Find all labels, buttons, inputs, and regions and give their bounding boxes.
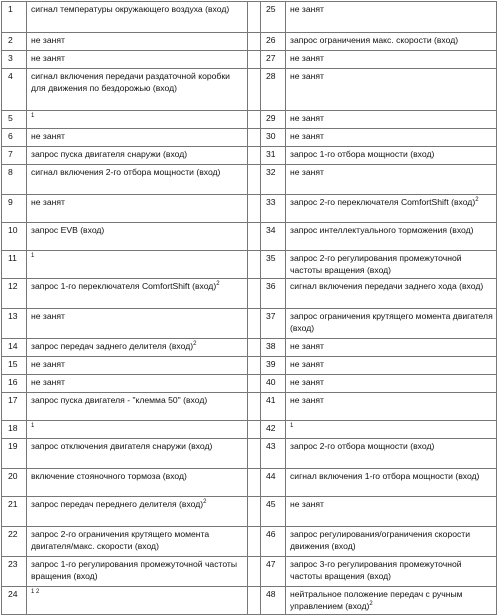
table-row [1,147,497,165]
cell-text: не занят [31,197,65,207]
pin-description [26,147,248,164]
pin-number: 16 [1,375,26,392]
cell-text: не занят [31,35,65,45]
pin-description [26,111,248,128]
pin-description [285,111,497,128]
pin-description [26,69,248,110]
pin-number: 10 [1,223,26,250]
cell-text: запрос 1-го регулирования промежуточной частоты вращения (вход) [31,559,238,581]
pin-number: 37 [260,309,285,338]
cell-text: запрос регулирования/ограничения скорости движения (вход) [290,529,471,551]
pin-number: 2 [1,33,26,50]
footnote-marker: 1 [31,253,35,259]
column-gap [248,111,260,128]
column-gap [248,439,260,468]
table-row [1,497,497,527]
table-row [1,69,497,111]
cell-text: не занят [31,131,65,141]
pin-number: 36 [260,279,285,308]
pin-number: 11 [1,251,26,278]
pin-description [26,527,248,556]
pin-description [285,195,497,222]
cell-text: запрос EVB (вход) [31,225,105,235]
pin-number: 45 [260,497,285,526]
pin-description [26,251,248,278]
pin-number: 30 [260,129,285,146]
table-row [1,339,497,357]
pin-number: 19 [1,439,26,468]
table-row [1,223,497,251]
cell-text: запрос 2-го переключателя ComfortShift (вход) [290,197,476,207]
column-gap [248,69,260,110]
cell-text: не занят [31,377,65,387]
cell-text: не занят [290,53,324,63]
footnote-marker: 2 [475,197,479,203]
cell-text: не занят [290,395,324,405]
pin-number: 20 [1,469,26,496]
pin-description [285,2,497,32]
column-gap [248,2,260,32]
pin-number: 42 [260,421,285,438]
cell-text: запрос 3-го регулирования промежуточной частоты вращения (вход) [290,559,462,581]
pin-number: 5 [1,111,26,128]
cell-text: сигнал температуры окружающего воздуха (вход) [31,4,230,14]
column-gap [248,357,260,374]
column-gap [248,251,260,278]
cell-text: нейтральное положение передач с ручным управлением (вход) [290,589,463,611]
pin-description [26,421,248,438]
cell-text: запрос передач заднего делителя (вход) [31,341,194,351]
cell-text: включение стояночного тормоза (вход) [31,471,187,481]
pin-number: 40 [260,375,285,392]
column-gap [248,497,260,526]
pin-description [285,587,497,614]
pin-description [285,309,497,338]
cell-text: запрос интеллектуального торможения (вход) [290,225,474,235]
column-gap [248,223,260,250]
cell-text: не занят [290,131,324,141]
pin-description [285,439,497,468]
pin-description [285,51,497,68]
column-gap [248,557,260,586]
pin-description [285,393,497,420]
column-gap [248,339,260,356]
cell-text: сигнал включения передачи раздаточной коробки для движения по бездорожью (вход) [31,71,230,93]
pin-description [26,129,248,146]
pin-number: 46 [260,527,285,556]
table-row [1,393,497,421]
pin-number: 15 [1,357,26,374]
pin-number: 6 [1,129,26,146]
cell-text: запрос 2-го регулирования промежуточной частоты вращения (вход) [290,253,462,275]
pin-description [26,223,248,250]
pin-number: 35 [260,251,285,278]
footnote-marker: 1 [31,113,35,119]
column-gap [248,469,260,496]
pin-number: 13 [1,309,26,338]
column-gap [248,147,260,164]
column-gap [248,165,260,194]
pin-description [285,469,497,496]
pin-number: 7 [1,147,26,164]
column-gap [248,51,260,68]
pin-description [26,393,248,420]
cell-text: запрос пуска двигателя снаружи (вход) [31,149,188,159]
table-row [1,421,497,439]
pin-number: 32 [260,165,285,194]
pin-description [285,497,497,526]
cell-text: сигнал включения 1-го отбора мощности (вход) [290,471,480,481]
pin-description [285,279,497,308]
pin-description [285,223,497,250]
table-row [1,111,497,129]
cell-text: сигнал включения передачи заднего хода (вход) [290,281,484,291]
pin-number: 21 [1,497,26,526]
cell-text: не занят [290,71,324,81]
table-row [1,309,497,339]
pin-description [285,527,497,556]
pin-number: 34 [260,223,285,250]
cell-text: не занят [31,53,65,63]
pin-description [26,439,248,468]
footnote-marker: 2 [216,281,220,287]
pin-number: 24 [1,587,26,614]
column-gap [248,309,260,338]
cell-text: сигнал включения 2-го отбора мощности (вход) [31,167,221,177]
pin-description [26,195,248,222]
table-row [1,279,497,309]
table-row [1,375,497,393]
column-gap [248,195,260,222]
table-row [1,357,497,375]
pin-number: 47 [260,557,285,586]
footnote-marker: 1 [290,423,294,429]
cell-text: запрос 2-го ограничения крутящего момента двигателя/макс. скорости (вход) [31,529,210,551]
table-row [1,469,497,497]
table-row [1,195,497,223]
pin-number: 14 [1,339,26,356]
pin-number: 48 [260,587,285,614]
cell-text: не занят [290,113,324,123]
cell-text: не занят [31,359,65,369]
pin-number: 26 [260,33,285,50]
pin-number: 4 [1,69,26,110]
table-row [1,439,497,469]
table-row [1,527,497,557]
pin-description [26,309,248,338]
pin-number: 3 [1,51,26,68]
pin-number: 28 [260,69,285,110]
pin-number: 17 [1,393,26,420]
pin-description [285,421,497,438]
cell-text: не занят [290,341,324,351]
column-gap [248,375,260,392]
pin-number: 8 [1,165,26,194]
cell-text: не занят [290,359,324,369]
cell-text: запрос 2-го отбора мощности (вход) [290,441,435,451]
pin-number: 25 [260,2,285,32]
cell-text: запрос 1-го переключателя ComfortShift (вход) [31,281,217,291]
pin-description [285,251,497,278]
table-row [1,587,497,615]
pin-number: 22 [1,527,26,556]
pin-number: 38 [260,339,285,356]
pin-description [26,557,248,586]
pin-number: 29 [260,111,285,128]
pin-number: 18 [1,421,26,438]
cell-text: не занят [290,499,324,509]
pin-description [26,2,248,32]
table-row [1,129,497,147]
cell-text: запрос пуска двигателя - "клемма 50" (вход) [31,395,208,405]
pin-description [285,339,497,356]
table-row [1,557,497,587]
cell-text: не занят [290,167,324,177]
footnote-marker: 2 [369,600,373,607]
pin-description [26,165,248,194]
footnote-marker: 2 [193,341,197,347]
pin-description [26,33,248,50]
cell-text: запрос ограничения макс. скорости (вход) [290,35,459,45]
pin-description [26,51,248,68]
pin-description [285,147,497,164]
pin-description [26,279,248,308]
cell-text: не занят [290,377,324,387]
cell-text: запрос ограничения крутящего момента двигателя (вход) [290,311,493,333]
pin-number: 27 [260,51,285,68]
pin-description [285,33,497,50]
pin-number: 44 [260,469,285,496]
footnote-marker: 2 [203,499,207,505]
pin-description [26,469,248,496]
table-row [1,51,497,69]
column-gap [248,421,260,438]
footnote-marker: 1 2 [31,589,40,595]
cell-text: запрос передач переднего делителя (вход) [31,499,204,509]
footnote-marker: 1 [31,423,35,429]
pin-number: 39 [260,357,285,374]
column-gap [248,393,260,420]
pin-description [26,375,248,392]
pin-number: 9 [1,195,26,222]
pin-description [285,357,497,374]
table-row [1,251,497,279]
column-gap [248,279,260,308]
table-row [1,33,497,51]
pin-number: 41 [260,393,285,420]
column-gap [248,587,260,614]
pin-description [285,557,497,586]
pin-description [26,357,248,374]
table-row [1,165,497,195]
cell-text: не занят [31,311,65,321]
pin-description [285,129,497,146]
pin-number: 23 [1,557,26,586]
pin-number: 12 [1,279,26,308]
table-row [1,1,497,33]
pin-number: 1 [1,2,26,32]
pin-description [26,339,248,356]
pin-number: 33 [260,195,285,222]
cell-text: запрос 1-го отбора мощности (вход) [290,149,435,159]
pin-number: 43 [260,439,285,468]
pin-description [26,587,248,614]
column-gap [248,33,260,50]
pin-description [285,165,497,194]
pin-description [285,375,497,392]
cell-text: запрос отключения двигателя снаружи (вход) [31,441,213,451]
pin-description [26,497,248,526]
pin-description [285,69,497,110]
column-gap [248,129,260,146]
column-gap [248,527,260,556]
cell-text: не занят [290,4,324,14]
pin-number: 31 [260,147,285,164]
